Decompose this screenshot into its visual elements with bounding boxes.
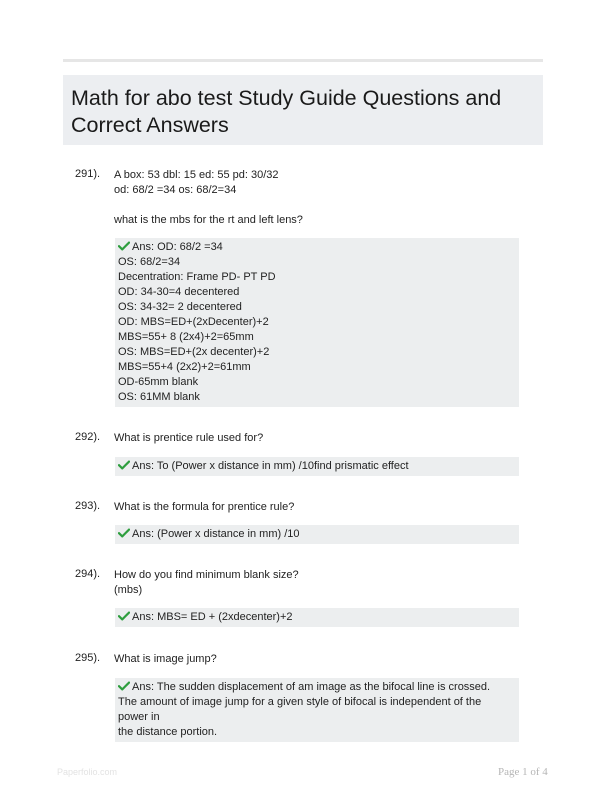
answer-text: Ans: (Power x distance in mm) /10 [132,528,300,540]
answer-line: OS: MBS=ED+(2x decenter)+2 [118,346,270,358]
question-text [114,500,534,515]
top-divider [63,59,543,62]
check-icon [118,460,130,470]
answer-line [118,459,513,474]
answer-line: OS: 61MM blank [118,391,200,403]
check-icon [118,528,130,538]
answer-text: Ans: OD: 68/2 =34 [132,241,223,253]
question-number: 293). [75,500,101,512]
question-line: what is the mbs for the rt and left lens? [114,214,303,226]
question-line: What is the formula for prentice rule? [114,501,295,513]
footer-watermark: Paperfolio.com [57,767,118,777]
question-text [114,652,534,667]
question-number: 291). [75,168,101,180]
question-number: 294). [75,568,101,580]
answer-text: Ans: The sudden displacement of am image as the bifocal line is crossed. [132,681,491,693]
answer-box [115,238,519,407]
answer-box [115,457,519,476]
page-title: Math for abo test Study Guide Questions and Correct Answers [71,86,502,137]
answer-box [115,678,519,742]
answer-line: OD: 34-30=4 decentered [118,286,240,298]
answer-line: MBS=55+ 8 (2x4)+2=65mm [118,331,254,343]
answer-line: MBS=55+4 (2x2)+2=61mm [118,361,251,373]
question-line: A box: 53 dbl: 15 ed: 55 pd: 30/32 [114,169,279,181]
check-icon [118,611,130,621]
question-line: (mbs) [114,584,143,596]
question-line: od: 68/2 =34 os: 68/2=34 [114,184,237,196]
page-number: Page 1 of 4 [498,766,548,778]
answer-line: OS: 34-32= 2 decentered [118,301,242,313]
question-text [114,168,534,228]
check-icon [118,241,130,251]
answer-line [118,680,513,695]
answer-line: OD-65mm blank [118,376,199,388]
question-number: 292). [75,431,101,443]
answer-line [118,527,513,542]
check-icon [118,681,130,691]
answer-line [118,240,513,255]
answer-line: Decentration: Frame PD- PT PD [118,271,276,283]
question-spacer [114,198,534,213]
answer-line: OS: 68/2=34 [118,256,181,268]
answer-box [115,525,519,544]
question-number: 295). [75,652,101,664]
question-line: What is prentice rule used for? [114,432,264,444]
answer-line [118,610,513,625]
question-text [114,568,534,598]
answer-line: The amount of image jump for a given style of bifocal is independent of the power in [118,696,482,723]
answer-text: Ans: MBS= ED + (2xdecenter)+2 [132,611,293,623]
answer-box [115,608,519,627]
question-line: What is image jump? [114,653,217,665]
question-text [114,431,534,446]
question-line: How do you find minimum blank size? [114,569,299,581]
answer-text: Ans: To (Power x distance in mm) /10find prismatic effect [132,460,409,472]
answer-line: OD: MBS=ED+(2xDecenter)+2 [118,316,269,328]
title-banner [63,75,543,145]
answer-line: the distance portion. [118,726,218,738]
